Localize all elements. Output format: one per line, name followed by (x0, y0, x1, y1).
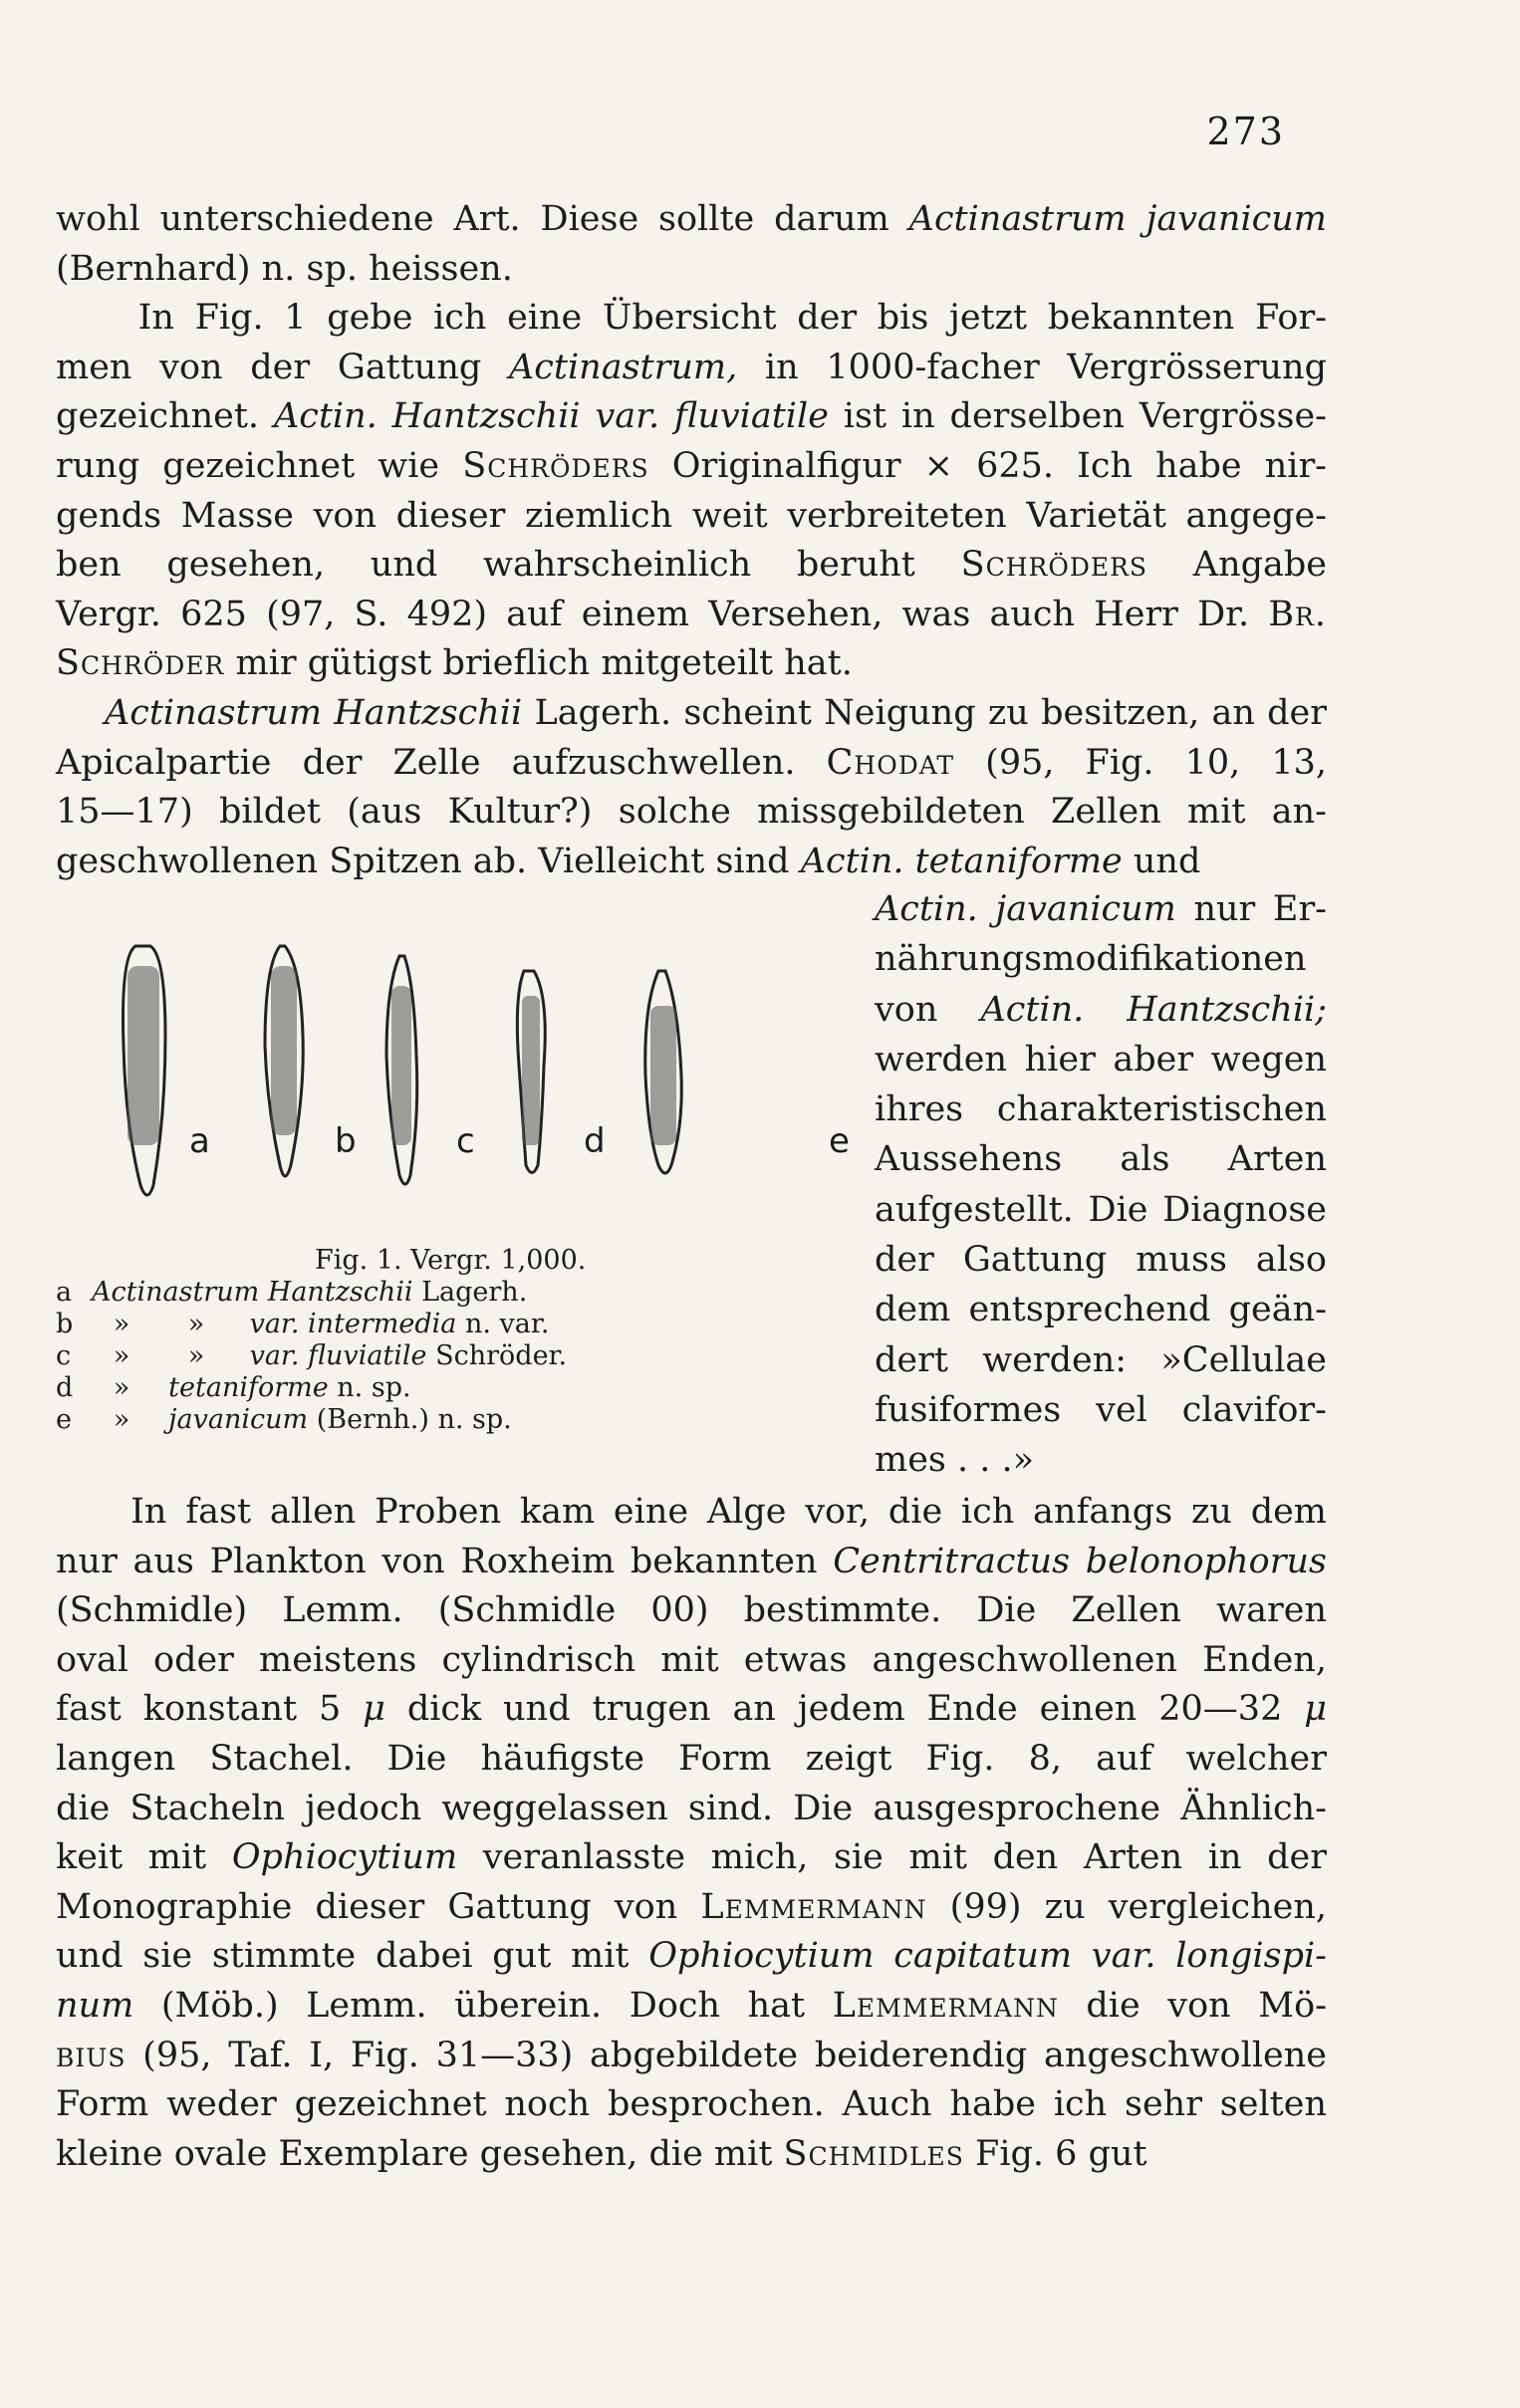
caption-cell: e (56, 1404, 72, 1435)
text-run: Angabe (1147, 545, 1327, 586)
caption-cell: a (56, 1277, 73, 1308)
text-run: (99) zu vergleichen, (926, 1886, 1327, 1927)
text-line (56, 344, 1327, 393)
text-run: men von der Gattung (56, 347, 510, 387)
text-line (56, 541, 1327, 591)
caption-cell: » (113, 1309, 130, 1339)
text-line (56, 639, 1327, 689)
text-line (56, 1488, 1327, 1538)
text-run: mes . . .» (875, 1440, 1035, 1481)
caption-cell: Schröder. (426, 1340, 568, 1371)
caption-cell: c (56, 1340, 72, 1371)
text-run: Schröders (960, 545, 1148, 586)
text-run: dick und trugen an jedem Ende einen 20—32 (384, 1689, 1305, 1730)
caption-row (56, 1277, 853, 1309)
text-run: Schröder (56, 643, 225, 684)
text-run (56, 693, 105, 733)
text-run: Aussehens als Arten (875, 1139, 1327, 1180)
caption-row (56, 1372, 853, 1404)
text-run: In fast allen Proben kam eine Alge vor, die ich anfangs zu dem (56, 1492, 1327, 1532)
caption-cell: var. intermedia (241, 1309, 457, 1339)
text-run: langen Stachel. Die häufigste Form zeigt Fig. 8, auf welcher (56, 1738, 1327, 1779)
text-run: werden hier aber wegen (875, 1039, 1327, 1080)
text-run: aufgestellt. Die Diagnose (875, 1189, 1327, 1230)
text-line (56, 689, 1327, 739)
text-line (875, 1035, 1327, 1084)
text-run: veranlasste mich, sie mit den Arten in der (457, 1837, 1327, 1878)
text-run: (95, Fig. 10, 13, (954, 742, 1327, 783)
paragraph-1 (56, 195, 1327, 689)
text-run: und (1122, 841, 1201, 881)
caption-row (56, 1309, 853, 1340)
text-line (56, 2130, 1327, 2180)
caption-cell: (Bernh.) n. sp. (308, 1404, 512, 1435)
caption-row (56, 1404, 853, 1436)
caption-cell: Hantzschii (267, 1277, 413, 1308)
text-line (56, 1883, 1327, 1933)
paragraph-3 (56, 689, 1327, 886)
figure-label-b: b (335, 1121, 357, 1161)
text-run: ben gesehen, und wahrscheinlich beruht (56, 545, 961, 586)
text-run: die Stacheln jedoch weggelassen sind. Die ausgesprochene Ähnlich- (56, 1788, 1327, 1828)
text-run: Actinastrum Hantzschii (104, 693, 523, 733)
text-run: gezeichnet. (56, 396, 274, 437)
text-line (56, 442, 1327, 492)
text-run: Schröders (462, 445, 649, 486)
text-line (56, 788, 1327, 838)
text-run: ihres charakteristischen (875, 1089, 1327, 1130)
paragraph-4 (56, 1488, 1327, 2179)
caption-cell: » (113, 1404, 130, 1435)
text-line (875, 1385, 1327, 1435)
text-line (56, 1735, 1327, 1785)
text-run: ist in derselben Vergrösse- (828, 396, 1327, 437)
text-line (875, 1435, 1327, 1485)
figure-label-e: e (829, 1121, 850, 1161)
text-run: gends Masse von dieser ziemlich weit verbreiteten Varietät angege- (56, 495, 1327, 536)
text-run: geschwollenen Spitzen ab. Vielleicht sind (56, 841, 801, 881)
text-run: nur aus Plankton von Roxheim bekannten (56, 1541, 834, 1581)
text-line (56, 1833, 1327, 1883)
text-line (56, 294, 1327, 344)
text-run: dert werden: »Cellulae (875, 1339, 1327, 1380)
text-run: Chodat (826, 742, 955, 783)
text-line (875, 1084, 1327, 1134)
caption-cell: n. sp. (328, 1372, 411, 1403)
text-run: Actin. javanicum (875, 889, 1176, 929)
text-run: (95, Taf. I, Fig. 31—33) abgebildete beiderendig angeschwollene (126, 2035, 1327, 2075)
caption-cell: » (187, 1309, 205, 1339)
text-run: Lemmermann (832, 1985, 1059, 2026)
caption-cell: Lagerh. (412, 1277, 528, 1308)
text-run: wohl unterschiedene Art. Diese sollte darum (56, 199, 909, 239)
text-line (56, 591, 1327, 640)
text-line (56, 392, 1327, 442)
text-line (875, 1185, 1327, 1235)
text-line (875, 1285, 1327, 1334)
text-run: kleine ovale Exemplare gesehen, die mit (56, 2133, 784, 2174)
text-line (875, 1335, 1327, 1385)
text-run: der Gattung muss also (875, 1240, 1327, 1281)
figure-label-a: a (189, 1121, 210, 1161)
text-run: Vergr. 625 (97, S. 492) auf einem Versehen, was auch Herr Dr. (56, 594, 1269, 634)
caption-cell: b (56, 1309, 74, 1339)
text-run: nährungsmodifikationen (875, 939, 1307, 980)
text-run: oval oder meistens cylindrisch mit etwas angeschwollenen Enden, (56, 1639, 1327, 1680)
caption-cell: var. fluviatile (241, 1340, 427, 1371)
caption-row (56, 1340, 853, 1372)
text-run: fast konstant 5 (56, 1689, 364, 1730)
text-line (56, 492, 1327, 542)
text-run: Form weder gezeichnet noch besprochen. Auch habe ich sehr selten (56, 2084, 1327, 2125)
text-line (56, 838, 1327, 887)
text-run: von (875, 989, 981, 1030)
text-line (875, 1235, 1327, 1285)
cell-drawings (96, 926, 853, 1225)
text-run: bius (56, 2035, 127, 2075)
text-run: Actinastrum, (509, 347, 738, 387)
text-line (56, 1982, 1327, 2032)
text-run: Actin. tetaniforme (800, 841, 1123, 881)
text-line (56, 739, 1327, 789)
text-line (56, 1636, 1327, 1686)
text-run: (Möb.) Lemm. überein. Doch hat (133, 1985, 833, 2026)
text-run: (Schmidle) Lemm. (Schmidle 00) bestimmte. Die Zellen waren (56, 1590, 1327, 1631)
text-run: μ (363, 1689, 385, 1730)
text-run: die von Mö- (1058, 1985, 1327, 2026)
caption-cell: Actinastrum (92, 1277, 268, 1308)
text-run: 15—17) bildet (aus Kultur?) solche missgebildeten Zellen mit an- (56, 792, 1327, 833)
text-run: Br. (1268, 594, 1327, 634)
text-run: Lemmermann (700, 1886, 927, 1927)
text-line (56, 245, 1327, 295)
text-run: Monographie dieser Gattung von (56, 1886, 701, 1927)
text-line (56, 2032, 1327, 2081)
text-line (875, 985, 1327, 1035)
caption-cell: » (113, 1372, 130, 1403)
text-line (56, 2080, 1327, 2130)
text-line (56, 1685, 1327, 1735)
text-run: μ (1304, 1689, 1327, 1730)
text-run: Originalfigur × 625. Ich habe nir- (648, 445, 1327, 486)
text-line (56, 1932, 1327, 1982)
figure-1 (56, 926, 853, 1484)
text-run: keit mit (56, 1837, 232, 1878)
text-run: (Bernhard) n. sp. heissen. (56, 248, 513, 289)
text-line (875, 934, 1327, 984)
text-line (56, 195, 1327, 245)
page-number: 273 (1206, 110, 1285, 153)
caption-cell: javanicum (151, 1404, 309, 1435)
caption-cell: tetaniforme (151, 1372, 329, 1403)
text-line (56, 1785, 1327, 1834)
right-column-text (875, 884, 1327, 1486)
text-run: und sie stimmte dabei gut mit (56, 1936, 649, 1977)
text-run: Ophiocytium capitatum var. longispi- (648, 1936, 1327, 1977)
text-run: fusiformes vel clavifor- (875, 1389, 1327, 1430)
text-line (56, 1586, 1327, 1636)
text-run: Lagerh. scheint Neigung zu besitzen, an der (522, 693, 1327, 733)
text-run: In Fig. 1 gebe ich eine Übersicht der bis jetzt bekannten For- (56, 298, 1327, 339)
caption-title: Fig. 1. Vergr. 1,000. (315, 1245, 587, 1276)
text-run: Actinastrum javanicum (908, 199, 1327, 239)
text-run: Apicalpartie der Zelle aufzuschwellen. (56, 742, 827, 783)
figure-label-d: d (584, 1121, 606, 1161)
figure-caption (56, 1245, 853, 1436)
text-line (875, 1134, 1327, 1184)
text-run: in 1000-facher Vergrösserung (737, 347, 1327, 387)
caption-cell: n. var. (456, 1309, 550, 1339)
text-run: Actin. Hantzschii; (980, 989, 1328, 1030)
text-run: Ophiocytium (231, 1837, 458, 1878)
text-line (875, 884, 1327, 934)
text-run: Actin. Hantzschii var. fluviatile (273, 396, 829, 437)
text-run: mir gütigst brieflich mitgeteilt hat. (224, 643, 853, 684)
caption-cell: » (187, 1340, 205, 1371)
text-run: num (56, 1985, 134, 2026)
figure-label-c: c (456, 1121, 475, 1161)
text-run: rung gezeichnet wie (56, 445, 463, 486)
text-line (56, 1538, 1327, 1587)
caption-cell: d (56, 1372, 74, 1403)
text-run: Fig. 6 gut (963, 2133, 1147, 2174)
text-run: Schmidles (783, 2133, 964, 2174)
text-run: nur Er- (1175, 889, 1328, 929)
text-run: Centritractus belonophorus (833, 1541, 1327, 1581)
caption-cell: » (113, 1340, 130, 1371)
text-run: dem entsprechend geän- (875, 1290, 1327, 1330)
